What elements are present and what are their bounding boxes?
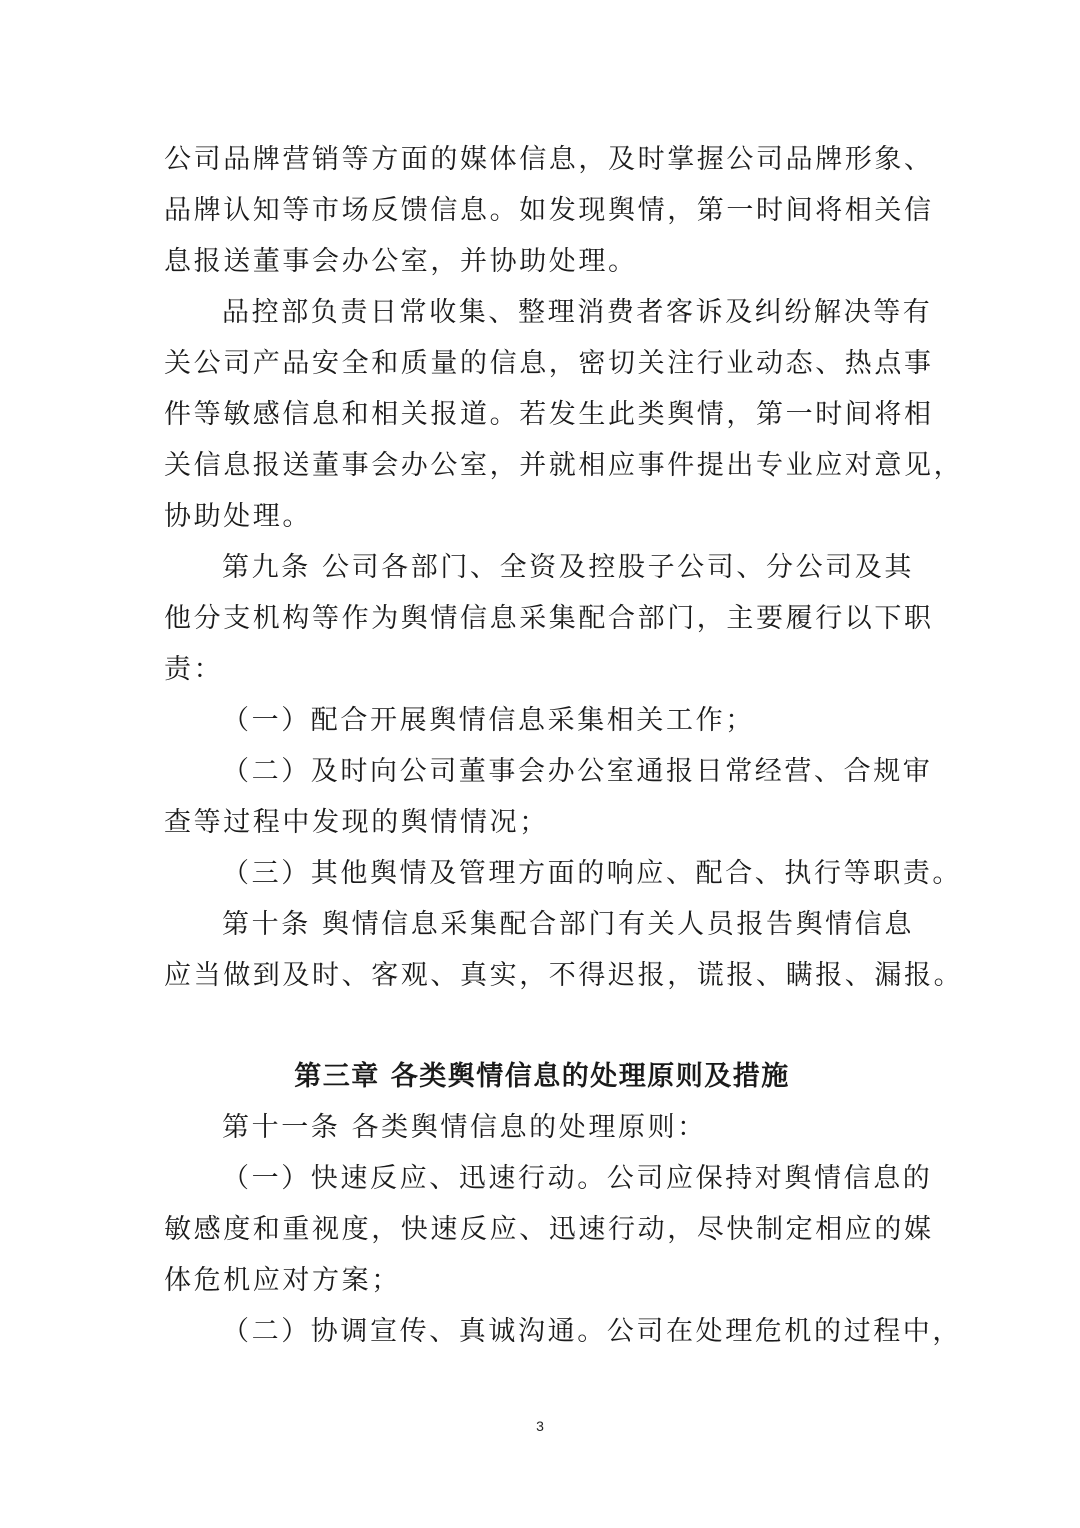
paragraph-line: 他分支机构等作为舆情信息采集配合部门，主要履行以下职 xyxy=(164,603,934,634)
list-item-line: （二）及时向公司董事会办公室通报日常经营、合规审 xyxy=(222,756,933,787)
paragraph-line: 体危机应对方案； xyxy=(164,1265,401,1296)
list-item-line: （二）协调宣传、真诚沟通。公司在处理危机的过程中， xyxy=(222,1316,962,1347)
paragraph-line: 品牌认知等市场反馈信息。如发现舆情，第一时间将相关信 xyxy=(164,195,934,226)
paragraph-line: 关公司产品安全和质量的信息，密切关注行业动态、热点事 xyxy=(164,348,934,379)
article-9-line: 第九条 公司各部门、全资及控股子公司、分公司及其 xyxy=(222,552,914,583)
article-10-line: 第十条 舆情信息采集配合部门有关人员报告舆情信息 xyxy=(222,909,914,940)
paragraph-line: 公司品牌营销等方面的媒体信息，及时掌握公司品牌形象、 xyxy=(164,144,934,175)
chapter-heading: 第三章 各类舆情信息的处理原则及措施 xyxy=(294,1061,790,1092)
paragraph-line: 应当做到及时、客观、真实，不得迟报，谎报、瞒报、漏报。 xyxy=(164,960,964,991)
section-gap xyxy=(164,1001,920,1051)
paragraph-line: 责： xyxy=(164,654,224,685)
body-text xyxy=(164,134,964,1357)
paragraph-line: 关信息报送董事会办公室，并就相应事件提出专业应对意见， xyxy=(164,450,964,481)
list-item-line: （三）其他舆情及管理方面的响应、配合、执行等职责。 xyxy=(222,858,962,889)
list-item-line: （一）配合开展舆情信息采集相关工作； xyxy=(222,705,755,736)
paragraph-line: 品控部负责日常收集、整理消费者客诉及纠纷解决等有 xyxy=(222,297,933,328)
paragraph-line: 件等敏感信息和相关报道。若发生此类舆情，第一时间将相 xyxy=(164,399,934,430)
paragraph-line: 协助处理。 xyxy=(164,501,312,532)
article-11-line: 第十一条 各类舆情信息的处理原则： xyxy=(222,1112,707,1143)
page-number: 3 xyxy=(536,1418,544,1434)
list-item-line: （一）快速反应、迅速行动。公司应保持对舆情信息的 xyxy=(222,1163,933,1194)
paragraph-line: 息报送董事会办公室，并协助处理。 xyxy=(164,246,638,277)
paragraph-line: 敏感度和重视度，快速反应、迅速行动，尽快制定相应的媒 xyxy=(164,1214,934,1245)
paragraph-line: 查等过程中发现的舆情情况； xyxy=(164,807,549,838)
